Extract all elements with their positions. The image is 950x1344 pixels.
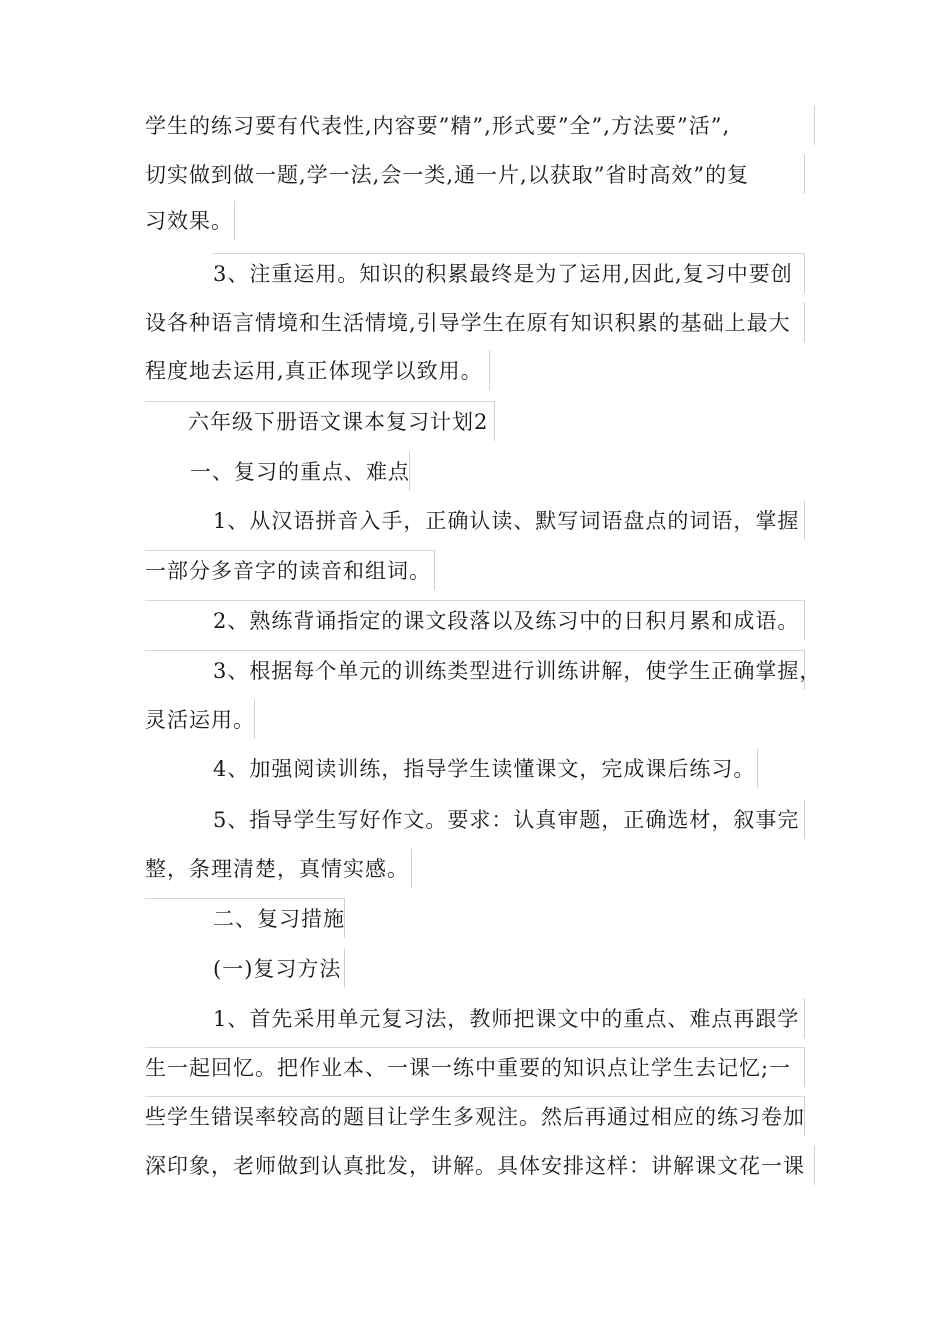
text-line: 习效果。 [145,200,235,240]
section-title: 六年级下册语文课本复习计划2 [145,401,495,441]
text-line: 生一起回忆。把作业本、一课一练中重要的知识点让学生去记忆;一 [145,1047,805,1087]
text-line: 深印象，老师做到认真批发，讲解。具体安排这样：讲解课文花一课 [145,1145,815,1185]
text-line: 一部分多音字的读音和组词。 [145,550,435,590]
text-line: 1、首先采用单元复习法，教师把课文中的重点、难点再跟学 [213,998,805,1038]
heading-line: (一)复习方法 [213,948,345,988]
text-line: 5、指导学生写好作文。要求：认真审题，正确选材，叙事完 [213,799,805,839]
text-line: 灵活运用。 [145,699,255,739]
heading-line: 二、复习措施 [145,898,345,938]
text-line: 整，条理清楚，真情实感。 [145,848,412,888]
text-line: 设各种语言情境和生活情境,引导学生在原有知识积累的基础上最大 [145,302,805,342]
text-line: 3、注重运用。知识的积累最终是为了运用,因此,复习中要创 [213,253,805,293]
heading-line: 一、复习的重点、难点 [190,451,410,491]
text-line: 2、熟练背诵指定的课文段落以及练习中的日积月累和成语。 [145,600,805,640]
text-line: 4、加强阅读训练，指导学生读懂课文，完成课后练习。 [213,748,758,788]
text-line: 程度地去运用,真正体现学以致用。 [145,350,490,390]
text-line: 学生的练习要有代表性,内容要”精”,形式要”全”,方法要”活”, [145,105,815,145]
text-line: 3、根据每个单元的训练类型进行训练讲解，使学生正确掌握， [145,650,805,690]
text-line: 切实做到做一题,学一法,会一类,通一片,以获取”省时高效”的复 [145,154,805,194]
text-line: 些学生错误率较高的题目让学生多观注。然后再通过相应的练习卷加 [145,1096,805,1136]
text-line: 1、从汉语拼音入手，正确认读、默写词语盘点的词语，掌握 [213,500,805,540]
